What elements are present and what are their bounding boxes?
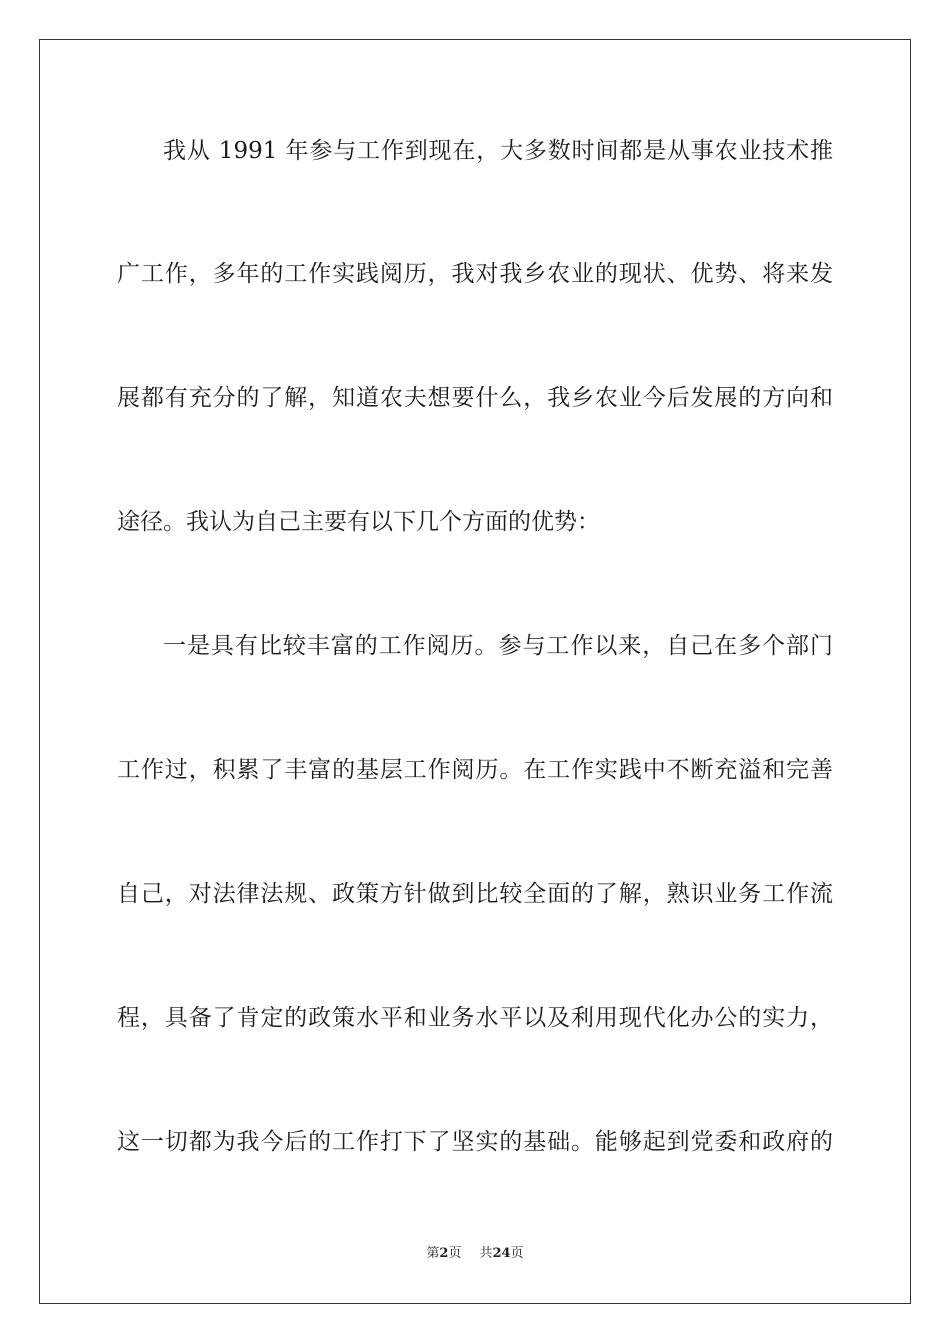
- paragraph-1-line-4: 途径。我认为自己主要有以下几个方面的优势：: [117, 509, 600, 535]
- paragraph-2-line-2: 工作过，积累了丰富的基层工作阅历。在工作实践中不断充溢和完善: [117, 757, 833, 783]
- total-suffix: 页: [510, 1246, 524, 1261]
- paragraph-2-line-3: 自己，对法律法规、政策方针做到比较全面的了解，熟识业务工作流: [117, 881, 833, 907]
- page-footer: [0, 1245, 950, 1263]
- total-prefix: 共: [479, 1246, 493, 1261]
- paragraph-1-line-1: 我从 1991 年参与工作到现在，大多数时间都是从事农业技术推: [163, 138, 833, 164]
- total-pages: 24: [492, 1246, 511, 1261]
- page-suffix: 页: [448, 1246, 462, 1261]
- page-prefix: 第: [426, 1246, 440, 1261]
- paragraph-2-line-1: 一是具有比较丰富的工作阅历。参与工作以来，自己在多个部门: [163, 633, 833, 659]
- paragraph-1-line-2: 广工作，多年的工作实践阅历，我对我乡农业的现状、优势、将来发: [117, 261, 833, 287]
- page-number: 2: [439, 1246, 449, 1261]
- paragraph-2-line-4: 程，具备了肯定的政策水平和业务水平以及利用现代化办公的实力，: [117, 1005, 833, 1031]
- paragraph-2-line-5: 这一切都为我今后的工作打下了坚实的基础。能够起到党委和政府的: [117, 1129, 833, 1155]
- page-border: [39, 39, 911, 1304]
- paragraph-1-line-3: 展都有充分的了解，知道农夫想要什么，我乡农业今后发展的方向和: [117, 385, 833, 411]
